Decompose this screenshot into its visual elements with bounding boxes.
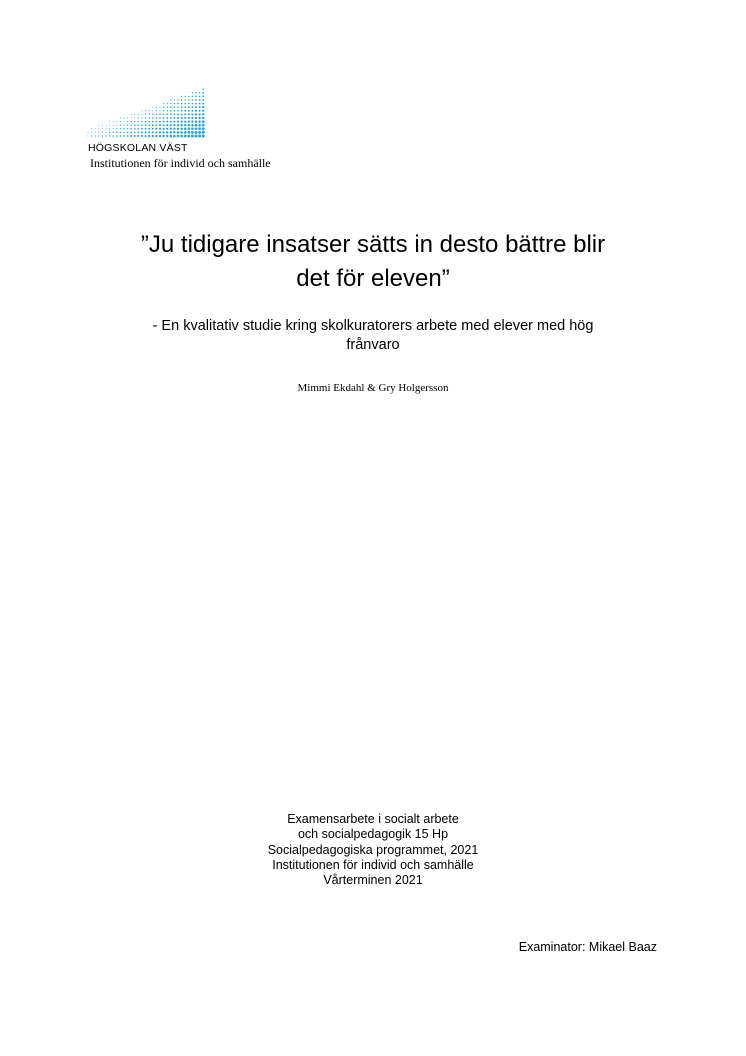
subtitle-line-2: frånvaro bbox=[346, 337, 400, 353]
examiner: Examinator: Mikael Baaz bbox=[518, 940, 657, 954]
thesis-details bbox=[172, 812, 574, 888]
title-line-1: ”Ju tidigare insatser sätts in desto bättre blir bbox=[140, 231, 606, 258]
thesis-detail-line: Vårterminen 2021 bbox=[323, 873, 423, 888]
thesis-detail-line: Examensarbete i socialt arbete bbox=[287, 812, 459, 826]
subtitle-line-1: - En kvalitativ studie kring skolkuratorers arbete med elever med hög bbox=[152, 318, 594, 334]
thesis-detail-line: Socialpedagogiska programmet, 2021 bbox=[267, 842, 479, 857]
authors: Mimmi Ekdahl & Gry Holgersson bbox=[297, 382, 449, 394]
hogskolan-vast-wave-logo-icon bbox=[86, 86, 211, 144]
logo-text: HÖGSKOLAN VÄST bbox=[88, 142, 188, 154]
university-logo bbox=[86, 86, 211, 156]
institution-name: Institutionen för individ och samhälle bbox=[90, 156, 271, 170]
title-line-2: det för eleven” bbox=[296, 265, 450, 292]
document-title bbox=[60, 228, 686, 296]
document-subtitle bbox=[60, 317, 686, 355]
thesis-detail-line: Institutionen för individ och samhälle bbox=[272, 857, 474, 872]
thesis-detail-line: och socialpedagogik 15 Hp bbox=[297, 827, 449, 842]
